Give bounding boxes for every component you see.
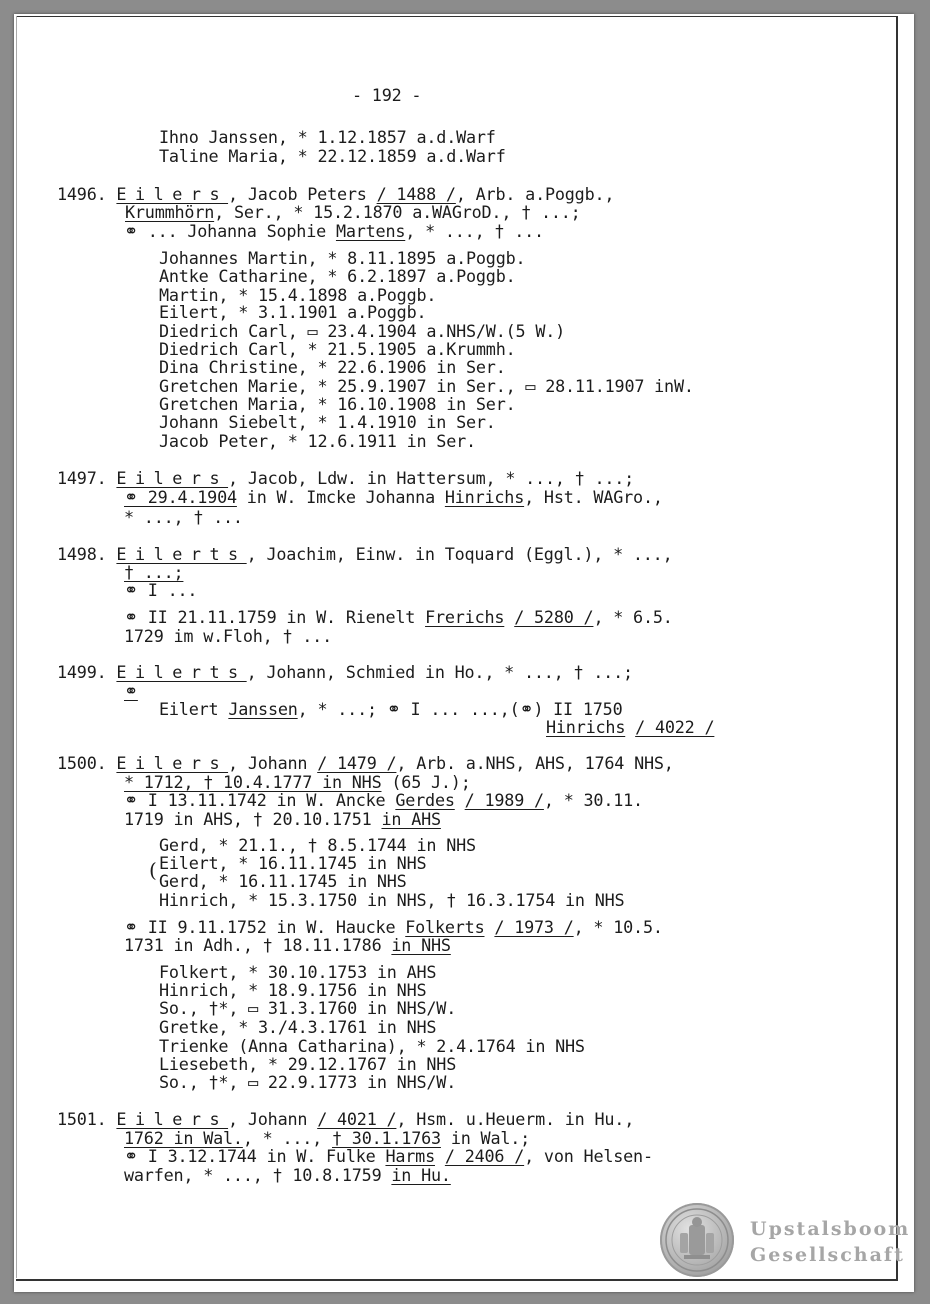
- text-run: 1729 im w.Floh, † ...: [124, 626, 332, 646]
- underlined-text: Krummhörn: [125, 202, 215, 222]
- text-line: [124, 682, 138, 700]
- text-run: , * 30.11.: [543, 790, 643, 810]
- text-run: , Johann: [228, 753, 318, 773]
- text-line: [124, 488, 663, 506]
- text-line: [159, 981, 426, 999]
- text-run: in W. Imcke Johanna: [236, 487, 445, 507]
- text-line: [124, 627, 332, 645]
- underlined-text: / 1989 /: [464, 790, 544, 810]
- text-run: Dina Christine, * 22.6.1906 in Ser.: [159, 357, 506, 377]
- text-run: Eilert: [159, 699, 229, 719]
- text-run: Gerd, * 16.11.1745 in NHS: [159, 871, 407, 891]
- underlined-text: † 30.1.1763: [331, 1128, 441, 1148]
- text-run: , Arb. a.NHS, AHS, 1764 NHS,: [396, 753, 674, 773]
- text-run: Diedrich Carl, ▭ 23.4.1904 a.NHS/W.(5 W.): [159, 321, 566, 341]
- text-line: [546, 718, 714, 736]
- text-line: [159, 267, 516, 285]
- underlined-text: in Hu.: [391, 1165, 451, 1185]
- text-line: [159, 377, 694, 395]
- text-run: [455, 790, 465, 810]
- text-run: (65 J.);: [381, 772, 471, 792]
- text-line: [159, 322, 565, 340]
- text-line: [159, 340, 516, 358]
- text-run: Liesebeth, * 29.12.1767 in NHS: [159, 1054, 457, 1074]
- text-line: [159, 963, 436, 981]
- text-line: [159, 836, 476, 854]
- text-run: , Jacob Peters: [228, 184, 377, 204]
- text-run: , Ser., * 15.2.1870 a.WAGroD., † ...;: [214, 202, 581, 222]
- underlined-text: Hinrichs: [444, 487, 525, 507]
- text-run: ⚭ II 9.11.1752 in W. Haucke: [124, 917, 406, 937]
- wordmark-line-1: Upstalsboom: [750, 1218, 911, 1240]
- text-run: Hinrich, * 15.3.1750 in NHS, † 16.3.1754 in NHS: [159, 890, 625, 910]
- entry-surname: Eilerts: [116, 544, 247, 564]
- text-line: [124, 508, 243, 526]
- text-run: , * ...,: [242, 1128, 332, 1148]
- underlined-text: / 1488 /: [376, 184, 456, 204]
- text-line: [159, 1018, 436, 1036]
- text-line: [124, 918, 663, 936]
- text-line: [159, 891, 624, 909]
- text-run: 1731 in Adh., † 18.11.1786: [124, 935, 392, 955]
- underlined-text: 1762 in Wal.: [124, 1128, 243, 1148]
- text-run: , Jacob, Ldw. in Hattersum, * ..., † ...;: [228, 468, 635, 488]
- underlined-text: / 1973 /: [494, 917, 574, 937]
- text-run: ⚭ I 13.11.1742 in W. Ancke: [124, 790, 396, 810]
- underlined-text: Harms: [385, 1146, 435, 1166]
- text-run: , * ..., † ...: [405, 221, 544, 241]
- text-run: 1499.: [57, 662, 117, 682]
- text-line: [124, 1166, 451, 1184]
- text-run: Johannes Martin, * 8.11.1895 a.Poggb.: [159, 248, 526, 268]
- text-line: [159, 1037, 585, 1055]
- underlined-text: Folkerts: [405, 917, 485, 937]
- text-run: ⚭ I 3.12.1744 in W. Fulke: [124, 1146, 386, 1166]
- text-run: , Hst. WAGro.,: [524, 487, 663, 507]
- text-run: 1496.: [57, 184, 117, 204]
- underlined-text: / 5280 /: [514, 607, 594, 627]
- text-line: [124, 936, 451, 954]
- text-run: ⚭ I ...: [124, 580, 198, 600]
- entry-surname: Eilers: [116, 184, 229, 204]
- text-run: Hinrich, * 18.9.1756 in NHS: [159, 980, 427, 1000]
- underlined-text: / 1479 /: [317, 753, 397, 773]
- underlined-text: Hinrichs: [546, 717, 626, 737]
- text-run: 1500.: [57, 753, 117, 773]
- page-number: - 192 -: [352, 85, 422, 105]
- text-run: Eilert, * 3.1.1901 a.Poggb.: [159, 302, 427, 322]
- text-run: Trienke (Anna Catharina), * 2.4.1764 in NHS: [159, 1036, 585, 1056]
- text-line: [57, 663, 633, 681]
- text-line: [159, 249, 525, 267]
- text-run: Eilert, * 16.11.1745 in NHS: [159, 853, 427, 873]
- text-run: Gretke, * 3./4.3.1761 in NHS: [159, 1017, 437, 1037]
- text-run: warfen, * ..., † 10.8.1759: [124, 1165, 392, 1185]
- text-line: [124, 1147, 653, 1165]
- text-line: [124, 1129, 530, 1147]
- text-line: [159, 358, 506, 376]
- text-line: [57, 1110, 634, 1128]
- text-line: [159, 999, 456, 1017]
- text-run: , Arb. a.Poggb.,: [455, 184, 615, 204]
- text-run: [625, 717, 635, 737]
- text-run: So., †*, ▭ 22.9.1773 in NHS/W.: [159, 1072, 457, 1092]
- underlined-text: in AHS: [381, 809, 441, 829]
- text-run: Gretchen Marie, * 25.9.1907 in Ser., ▭ 28.11.1907 inW.: [159, 376, 694, 396]
- text-run: , * 10.5.: [573, 917, 663, 937]
- underlined-text: / 2406 /: [444, 1146, 525, 1166]
- text-run: Folkert, * 30.10.1753 in AHS: [159, 962, 437, 982]
- text-run: [504, 607, 514, 627]
- text-line: [159, 395, 516, 413]
- text-run: , von Helsen-: [524, 1146, 653, 1166]
- text-run: 1498.: [57, 544, 117, 564]
- text-line: [159, 432, 476, 450]
- text-run: , Hsm. u.Heuerm. in Hu.,: [396, 1109, 635, 1129]
- text-line: [124, 608, 673, 626]
- text-line: [125, 203, 581, 221]
- text-run: ⚭ ... Johanna Sophie: [124, 221, 336, 241]
- text-line: [124, 563, 183, 581]
- text-line: [124, 810, 441, 828]
- text-line: [159, 872, 407, 890]
- text-run: , * 6.5.: [593, 607, 673, 627]
- text-run: Ihno Janssen, * 1.12.1857 a.d.Warf: [159, 127, 496, 147]
- text-line: [159, 147, 506, 165]
- text-run: , Johann: [228, 1109, 318, 1129]
- underlined-text: Gerdes: [395, 790, 455, 810]
- text-line: [57, 469, 634, 487]
- wordmark-line-2: Gesellschaft: [750, 1244, 905, 1266]
- text-line: [124, 773, 471, 791]
- entry-surname: Eilerts: [116, 662, 247, 682]
- underlined-text: * 1712, † 10.4.1777 in NHS: [124, 772, 382, 792]
- page-border-left: [16, 16, 17, 1278]
- text-run: , * ...; ⚭ I ... ...,(⚭) II 1750: [297, 699, 623, 719]
- text-run: Martin, * 15.4.1898 a.Poggb.: [159, 285, 437, 305]
- text-line: [124, 581, 197, 599]
- entry-surname: Eilers: [116, 1109, 229, 1129]
- underlined-text: Frerichs: [425, 607, 505, 627]
- text-line: [57, 185, 614, 203]
- text-run: Diedrich Carl, * 21.5.1905 a.Krummh.: [159, 339, 516, 359]
- underlined-text: / 4021 /: [317, 1109, 397, 1129]
- twin-brace: (: [149, 858, 157, 882]
- text-run: Gerd, * 21.1., † 8.5.1744 in NHS: [159, 835, 476, 855]
- text-run: Gretchen Maria, * 16.10.1908 in Ser.: [159, 394, 516, 414]
- text-line: [159, 1055, 456, 1073]
- text-run: , Joachim, Einw. in Toquard (Eggl.), * ...,: [246, 544, 673, 564]
- text-run: 1497.: [57, 468, 117, 488]
- underlined-text: Martens: [335, 221, 406, 241]
- text-run: Taline Maria, * 22.12.1859 a.d.Warf: [159, 146, 506, 166]
- text-run: ⚭ II 21.11.1759 in W. Rienelt: [124, 607, 426, 627]
- underlined-text: ⚭ 29.4.1904: [124, 487, 237, 507]
- text-line: [159, 413, 496, 431]
- text-run: [484, 917, 494, 937]
- text-run: [435, 1146, 445, 1166]
- text-run: 1501.: [57, 1109, 117, 1129]
- entry-surname: Eilers: [116, 468, 229, 488]
- society-seal: [660, 1203, 734, 1277]
- text-run: Antke Catharine, * 6.2.1897 a.Poggb.: [159, 266, 516, 286]
- seal-icon: [660, 1203, 734, 1277]
- entry-surname: Eilers: [116, 753, 229, 773]
- text-line: [159, 128, 496, 146]
- underlined-text: ⚭: [124, 681, 138, 701]
- text-line: [124, 791, 643, 809]
- underlined-text: † ...;: [124, 562, 184, 582]
- text-line: [159, 303, 426, 321]
- text-line: [124, 222, 544, 240]
- text-line: [159, 1073, 456, 1091]
- text-line: [159, 854, 426, 872]
- text-run: So., †*, ▭ 31.3.1760 in NHS/W.: [159, 998, 457, 1018]
- text-run: , Johann, Schmied in Ho., * ..., † ...;: [246, 662, 633, 682]
- text-run: Johann Siebelt, * 1.4.1910 in Ser.: [159, 412, 496, 432]
- society-wordmark: [750, 1216, 910, 1268]
- underlined-text: Janssen: [228, 699, 298, 719]
- text-run: in Wal.;: [440, 1128, 531, 1148]
- text-line: [57, 545, 673, 563]
- underlined-text: in NHS: [391, 935, 451, 955]
- text-line: [57, 754, 674, 772]
- text-run: Jacob Peter, * 12.6.1911 in Ser.: [159, 431, 476, 451]
- text-run: * ..., † ...: [124, 507, 243, 527]
- underlined-text: / 4022 /: [635, 717, 715, 737]
- text-run: 1719 in AHS, † 20.10.1751: [124, 809, 382, 829]
- text-line: [159, 700, 622, 718]
